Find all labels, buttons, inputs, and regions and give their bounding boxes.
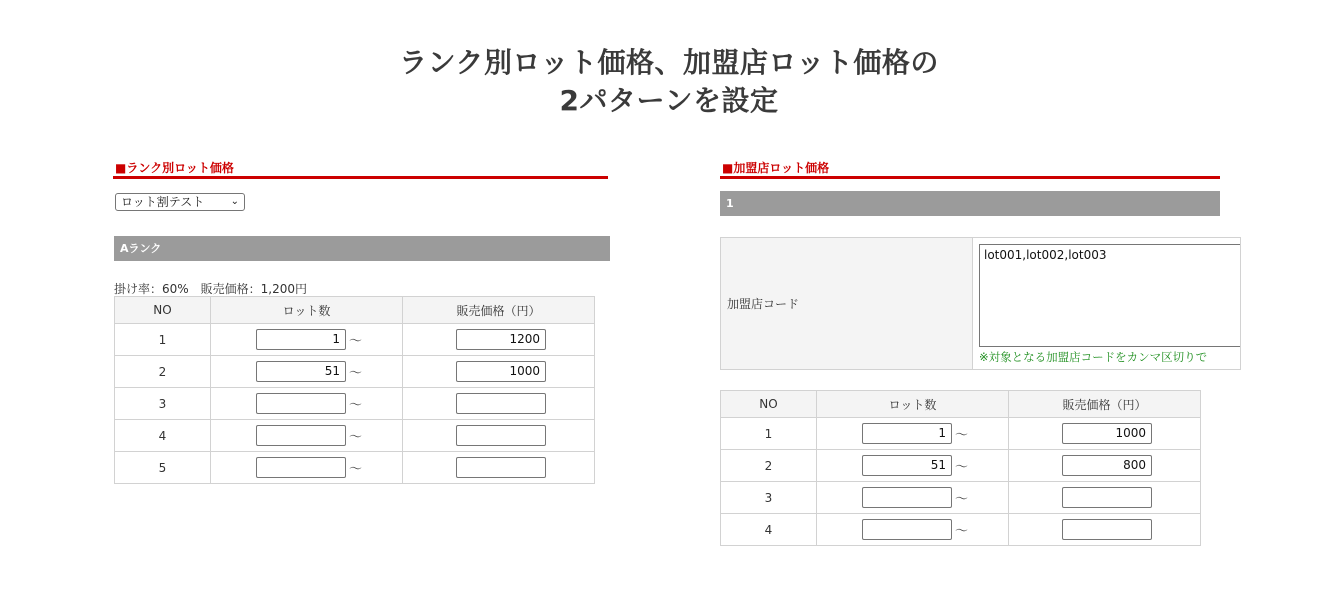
- row-no: 1: [721, 418, 817, 450]
- member-store-lot-price-panel: [720, 150, 1220, 539]
- member-store-lot-price-title: ■加盟店ロット価格: [720, 150, 1220, 179]
- lot-input[interactable]: [256, 457, 346, 478]
- page-headline: [0, 44, 1338, 120]
- row-no: 2: [115, 356, 211, 388]
- header-price: 販売価格（円）: [403, 297, 595, 324]
- rate-info: 掛け率：60% 販売価格：1,200円: [114, 282, 308, 296]
- range-tilde: 〜: [348, 430, 362, 445]
- lot-input[interactable]: 51: [256, 361, 346, 382]
- lot-input[interactable]: 51: [862, 455, 952, 476]
- price-input[interactable]: 800: [1062, 455, 1152, 476]
- price-input[interactable]: 1000: [1062, 423, 1152, 444]
- range-tilde: 〜: [954, 460, 968, 475]
- price-input[interactable]: [456, 425, 546, 446]
- store-code-table: [720, 237, 1241, 370]
- row-no: 3: [721, 482, 817, 514]
- table-row: [721, 482, 1201, 514]
- price-input[interactable]: 1200: [456, 329, 546, 350]
- price-input[interactable]: 1000: [456, 361, 546, 382]
- row-no: 4: [721, 514, 817, 546]
- lot-input[interactable]: 1: [256, 329, 346, 350]
- price-input[interactable]: [456, 457, 546, 478]
- lot-input[interactable]: [862, 487, 952, 508]
- table-row: [721, 450, 1201, 482]
- range-tilde: 〜: [954, 428, 968, 443]
- group-bar: 1: [720, 191, 1220, 216]
- table-row: [115, 356, 595, 388]
- rank-lot-price-title: ■ランク別ロット価格: [113, 150, 608, 179]
- header-lot: ロット数: [211, 297, 403, 324]
- header-lot: ロット数: [817, 391, 1009, 418]
- lot-group-select[interactable]: [115, 193, 245, 211]
- lot-input[interactable]: [862, 519, 952, 540]
- range-tilde: 〜: [348, 398, 362, 413]
- lot-input[interactable]: [256, 393, 346, 414]
- table-header-row: [721, 391, 1201, 418]
- header-price: 販売価格（円）: [1009, 391, 1201, 418]
- chevron-down-icon: ⌄: [230, 196, 239, 207]
- range-tilde: 〜: [348, 366, 362, 381]
- table-row: [721, 514, 1201, 546]
- range-tilde: 〜: [954, 492, 968, 507]
- table-header-row: [115, 297, 595, 324]
- headline-line-1: ランク別ロット価格、加盟店ロット価格の: [399, 46, 939, 79]
- store-code-label: 加盟店コード: [721, 238, 973, 370]
- rank-lot-table: [114, 296, 595, 484]
- price-input[interactable]: [1062, 519, 1152, 540]
- headline-line-2: 2パターンを設定: [559, 84, 779, 117]
- lot-input[interactable]: 1: [862, 423, 952, 444]
- header-no: NO: [721, 391, 817, 418]
- table-row: [115, 420, 595, 452]
- header-no: NO: [115, 297, 211, 324]
- table-row: [115, 324, 595, 356]
- row-no: 1: [115, 324, 211, 356]
- row-no: 5: [115, 452, 211, 484]
- rank-bar: Aランク: [114, 236, 610, 261]
- price-input[interactable]: [456, 393, 546, 414]
- table-row: [115, 452, 595, 484]
- row-no: 3: [115, 388, 211, 420]
- store-code-textarea[interactable]: lot001,lot002,lot003: [979, 244, 1241, 347]
- row-no: 4: [115, 420, 211, 452]
- row-no: 2: [721, 450, 817, 482]
- lot-input[interactable]: [256, 425, 346, 446]
- member-lot-table: [720, 390, 1201, 546]
- price-input[interactable]: [1062, 487, 1152, 508]
- table-row: [721, 418, 1201, 450]
- range-tilde: 〜: [348, 462, 362, 477]
- range-tilde: 〜: [348, 334, 362, 349]
- range-tilde: 〜: [954, 524, 968, 539]
- store-code-note: ※対象となる加盟店コードをカンマ区切りで: [979, 350, 1208, 364]
- rank-lot-price-panel: [113, 150, 613, 477]
- table-row: [115, 388, 595, 420]
- lot-group-select-value: ロット割テスト: [121, 195, 205, 209]
